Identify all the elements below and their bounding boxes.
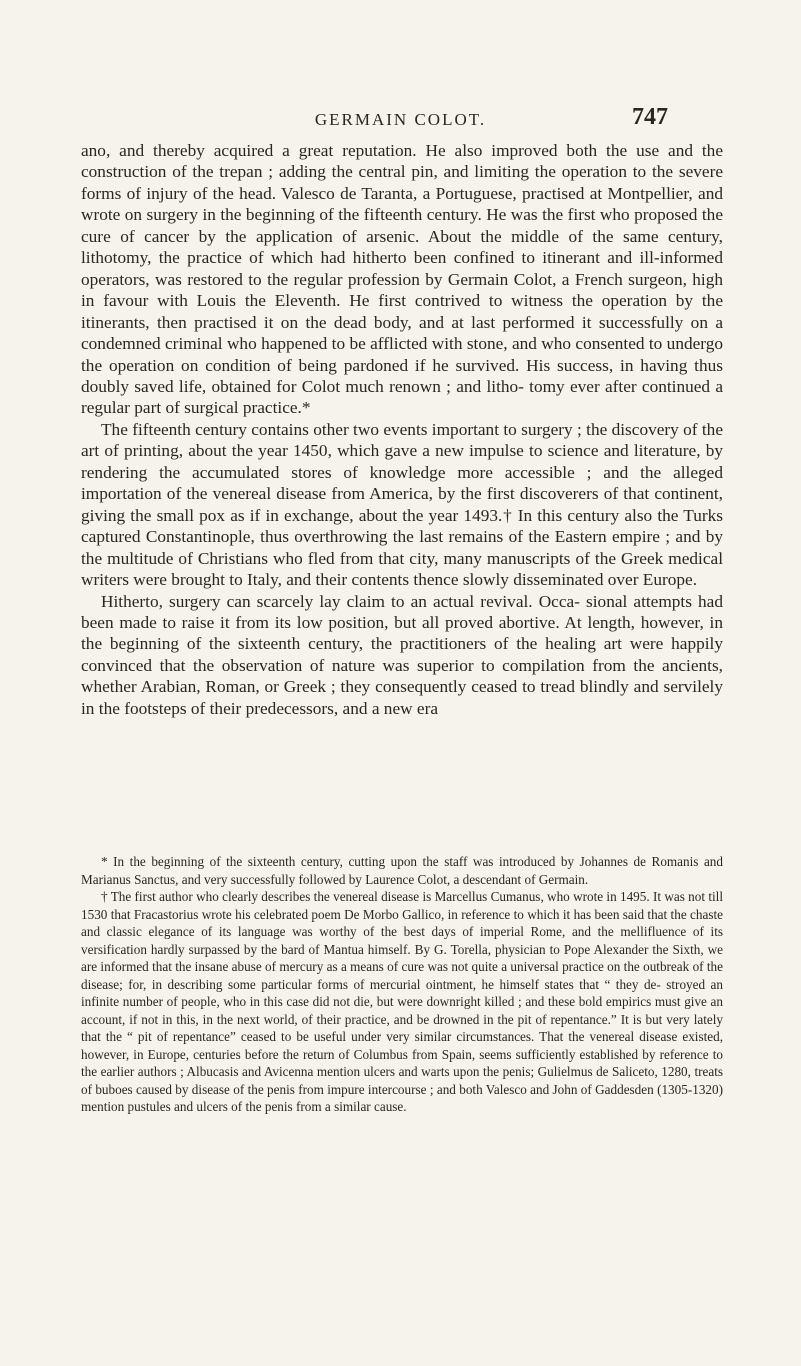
page-header xyxy=(0,104,801,134)
paragraph: Hitherto, surgery can scarcely lay claim to an actual revival. Occa- sional attempts had been made to raise it from its low position, but all proved abortive. At length, however, in the beginning of the sixteenth century, the practitioners of the healing art were happily convinced that the observation of nature was superior to compilation from the ancients, whether Arabian, Roman, or Greek ; they consequently ceased to tread blindly and servilely in the footsteps of their predecessors, and a new era xyxy=(81,591,723,718)
footnote: * In the beginning of the sixteenth century, cutting upon the staff was introduced by Johannes de Romanis and Marianus Sanctus, and very successfully followed by Laurence Colot, a descendant of Germain. xyxy=(81,854,723,887)
paragraph: The fifteenth century contains other two events important to surgery ; the discovery of the art of printing, about the year 1450, which gave a new impulse to science and literature, by rendering the accumulated stores of knowledge more accessible ; and the alleged importation of the venereal disease from America, by the first discoverers of that continent, giving the small pox as if in exchange, about the year 1493.† In this century also the Turks captured Constantinople, thus overthrowing the last remains of the Eastern empire ; and by the multitude of Christians who fled from that city, many manuscripts of the Greek medical writers were brought to Italy, and their contents thence slowly disseminated over Europe. xyxy=(81,419,723,590)
footnotes xyxy=(81,853,723,1116)
footnote: † The first author who clearly describes the venereal disease is Marcellus Cumanus, who wrote in 1495. It was not till 1530 that Fracastorius wrote his celebrated poem De Morbo Gallico, in reference to which it has been said that the chaste and classic elegance of its language was worthy of the best days of imperial Rome, and the mellifluence of its versification hardly surpassed by the bard of Mantua himself. By G. Torella, physician to Pope Alexander the Sixth, we are informed that the insane abuse of mercury as a means of cure was not quite a universal practice on the outbreak of the disease; for, in describing some particular forms of mercurial ointment, he himself states that “ they de- stroyed an infinite number of people, who in this case did not die, but were downright killed ; and these bold empirics must give an account, if not in this, in the next world, of their practice, and be drowned in the pit of repentance.” It is but very lately that the “ pit of repentance” ceased to be useful under very similar circumstances. That the venereal disease existed, however, in Europe, centuries before the return of Columbus from Spain, seems sufficiently established by reference to the earlier authors ; Albucasis and Avicenna mention ulcers and warts upon the penis; Gulielmus de Saliceto, 1280, treats of buboes caused by disease of the penis from impure intercourse ; and both Valesco and John of Gaddesden (1305-1320) mention pustules and ulcers of the penis from a similar cause. xyxy=(81,889,723,1114)
paragraph: ano, and thereby acquired a great reputation. He also improved both the use and the construction of the trepan ; adding the central pin, and limiting the operation to the severe forms of injury of the head. Valesco de Taranta, a Portuguese, practised at Montpellier, and wrote on surgery in the beginning of the fifteenth century. He was the first who proposed the cure of cancer by the application of arsenic. About the middle of the same century, lithotomy, the practice of which had hitherto been confined to itinerant and ill-informed operators, was restored to the regular profession by Germain Colot, a French surgeon, high in favour with Louis the Eleventh. He first contrived to witness the operation by the itinerants, then practised it on the dead body, and at last performed it successfully on a condemned criminal who happened to be afflicted with stone, and who consented to undergo the operation on condition of being pardoned if he survived. His success, in having thus doubly saved life, obtained for Colot much renown ; and litho- tomy ever after continued a regular part of surgical practice.* xyxy=(81,141,723,418)
page-number: 747 xyxy=(632,104,668,130)
running-head: GERMAIN COLOT. xyxy=(314,110,487,129)
body-text xyxy=(81,140,723,719)
